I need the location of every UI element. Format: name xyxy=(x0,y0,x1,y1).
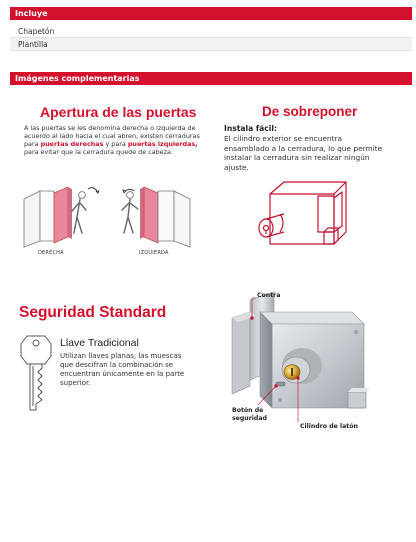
incluye-item: Plantilla xyxy=(10,38,412,51)
sobreponer-subtitle: Instala fácil: xyxy=(224,124,278,133)
callout-boton: Botón de seguridad xyxy=(232,407,267,422)
incluye-item: Chapetón xyxy=(10,25,412,38)
incluye-header: Incluye xyxy=(10,7,412,20)
apertura-text: A las puertas se les denomina derecha o izquierda de acuerdo al lado hacia el cual abren, existen cerraduras para puertas derechas y para puertas izquierdas, para evitar que la cerradura quede de cabeza. xyxy=(24,124,200,156)
key-title: Llave Tradicional xyxy=(60,337,139,349)
key-text: Utilizan llaves planas, las muescas que descifran la combinación se encuentran únicamente en la parte superior. xyxy=(60,352,185,387)
label-izquierda: IZQUIERDA xyxy=(139,250,169,256)
label-derecha: DERECHA xyxy=(38,250,64,256)
seguridad-title: Seguridad Standard xyxy=(19,304,167,321)
callout-contra: Contra xyxy=(257,292,281,299)
complementarias-header: Imágenes complementarias xyxy=(10,72,412,85)
callout-cilindro: Cilindro de latón xyxy=(300,423,358,430)
sobreponer-title: De sobreponer xyxy=(262,104,358,119)
apertura-title: Apertura de las puertas xyxy=(40,104,197,120)
sobreponer-text: El cilindro exterior se encuentra ensamblado a la cerradura, lo que permite instalar la cerradura sin realizar ningún ajuste. xyxy=(224,134,383,172)
